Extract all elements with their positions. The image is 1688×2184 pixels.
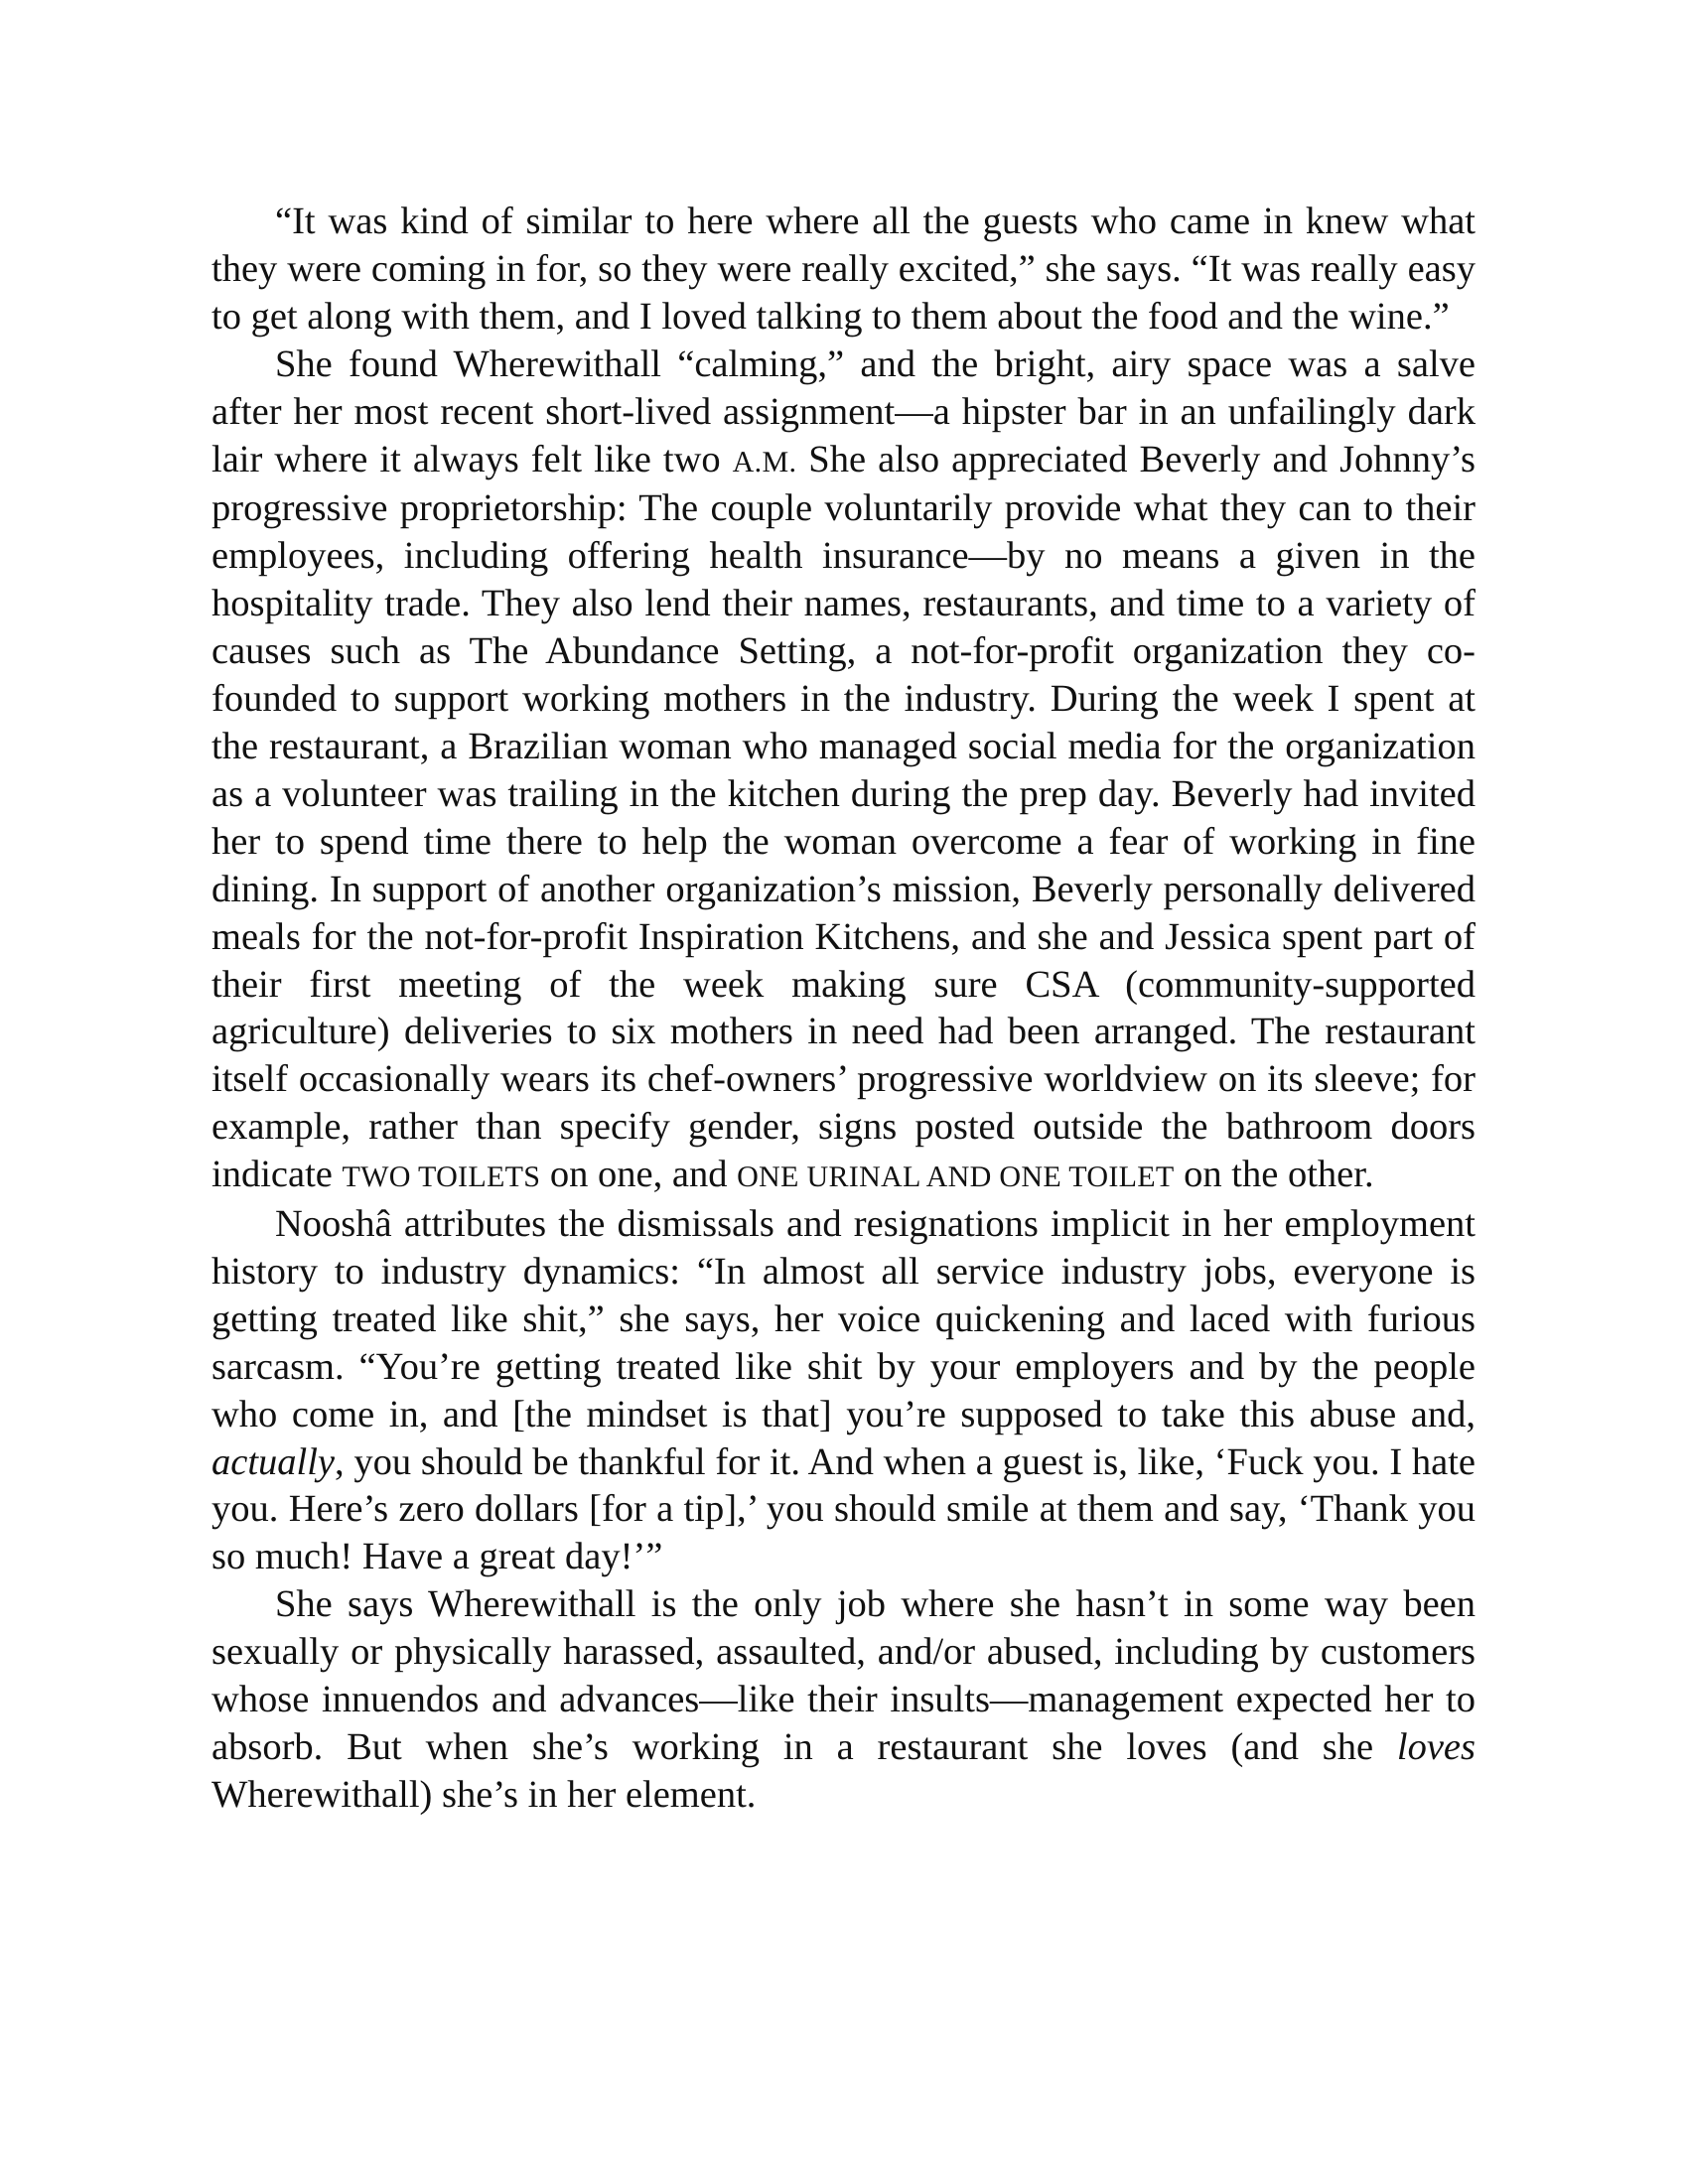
text-run: “It was kind of similar to here where all the guests who came in knew what they were coming in for, so they were really excited,” she says. “It was really easy to get along with them, and I loved talking to them about the food and the wine.” xyxy=(211,201,1476,338)
text-run: She found Wherewithall “calming,” and the bright, airy space was a salve after her most recent short-lived assignment—a hipster bar in an unfailingly dark lair where it always felt like two xyxy=(211,342,1476,480)
paragraph-3 xyxy=(211,1201,1476,1581)
text-run: Nooshâ attributes the dismissals and resignations implicit in her employment history to industry dynamics: “In almost all service industry jobs, everyone is getting treated like shit,” she says, her voice quickening and laced with furious sarcasm. “You’re getting treated like shit by your employers and by the people who come in, and [the mindset is that] you’re supposed to take this abuse and, xyxy=(211,1203,1476,1435)
paragraph-2 xyxy=(211,341,1476,1201)
book-page-body xyxy=(211,199,1476,1820)
paragraph-4 xyxy=(211,1581,1476,1820)
italic-run: actually xyxy=(211,1440,336,1483)
text-run: , you should be thankful for it. And when a guest is, like, ‘Fuck you. I hate you. Here’s zero dollars [for a tip],’ you should smile at them and say, ‘Thank you so much! Have a great day!’” xyxy=(211,1440,1476,1578)
text-run: She says Wherewithall is the only job where she hasn’t in some way been sexually or physically harassed, assaulted, and/or abused, including by customers whose innuendos and advances—like their insults—management expected her to absorb. But when she’s working in a restaurant she loves (and she xyxy=(211,1583,1476,1768)
italic-run: loves xyxy=(1396,1726,1476,1768)
small-caps-run: A.M. xyxy=(732,445,797,478)
text-run: She also appreciated Beverly and Johnny’s progressive proprietorship: The couple voluntarily provide what they can to their employees, including offering health insurance—by no means a given in the hospitality trade. They also lend their names, restaurants, and time to a variety of causes such as The Abundance Setting, a not-for-profit organization they co-founded to support working mothers in the industry. During the week I spent at the restaurant, a Brazilian woman who managed social media for the organization as a volunteer was trailing in the kitchen during the prep day. Beverly had invited her to spend time there to help the woman overcome a fear of working in fine dining. In support of another organization’s mission, Beverly personally delivered meals for the not-for-profit Inspiration Kitchens, and she and Jessica spent part of their first meeting of the week making sure CSA (community-supported agriculture) deliveries to six mothers in need had been arranged. The restaurant itself occasionally wears its chef-owners’ progressive worldview on its sleeve; for example, rather than specify gender, signs posted outside the bathroom doors indicate xyxy=(211,438,1476,1196)
text-run: Wherewithall) she’s in her element. xyxy=(211,1773,757,1816)
small-caps-run: ONE URINAL AND ONE TOILET xyxy=(737,1160,1175,1194)
text-run: on the other. xyxy=(1174,1154,1374,1196)
text-run: on one, and xyxy=(540,1154,738,1196)
small-caps-run: TWO TOILETS xyxy=(342,1160,541,1194)
paragraph-1 xyxy=(211,199,1476,341)
